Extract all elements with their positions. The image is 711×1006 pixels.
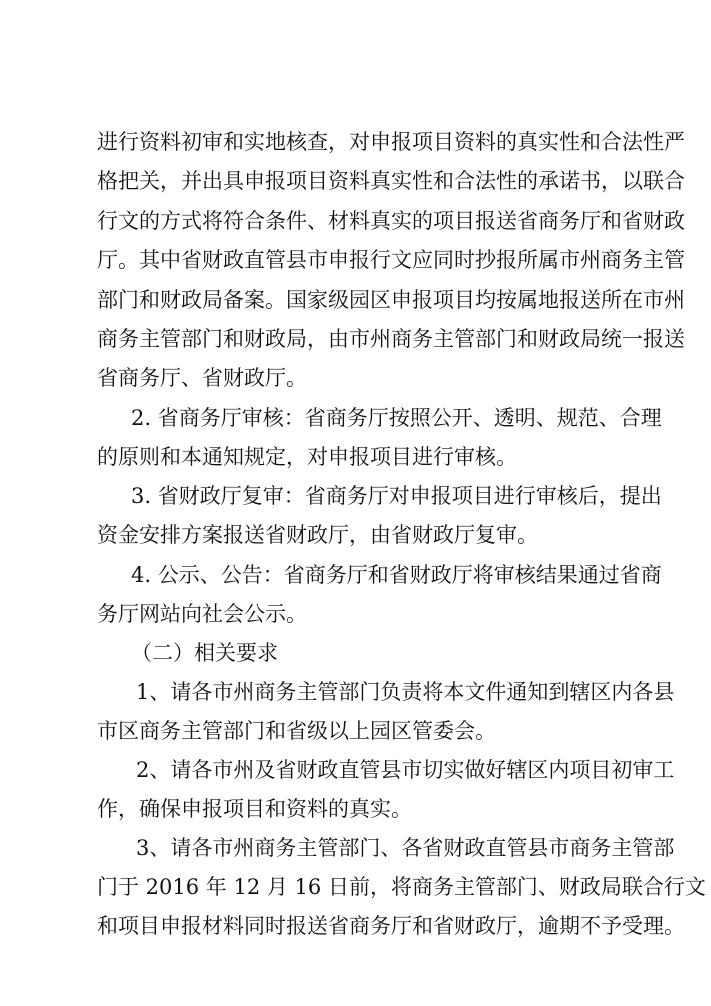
text-line: 务厅网站向社会公示。 [97, 602, 307, 626]
numbered-item-line: 3、请各市州商务主管部门、各省财政直管县市商务主管部 [136, 836, 675, 860]
text-line: 行文的方式将符合条件、材料真实的项目报送省商务厅和省财政 [97, 209, 685, 233]
text-line: 门于 2016 年 12 月 16 日前，将商务主管部门、财政局联合行文 [97, 875, 706, 899]
numbered-item-line: 4. 公示、公告：省商务厅和省财政厅将审核结果通过省商 [131, 563, 662, 587]
text-line: 商务主管部门和财政局，由市州商务主管部门和财政局统一报送 [97, 327, 685, 351]
numbered-item-line: 1、请各市州商务主管部门负责将本文件通知到辖区内各县 [136, 680, 675, 704]
numbered-item-line: 2. 省商务厅审核：省商务厅按照公开、透明、规范、合理 [131, 406, 662, 430]
text-line: 进行资料初审和实地核查，对申报项目资料的真实性和合法性严 [97, 130, 685, 154]
text-line: 厅。其中省财政直管县市申报行文应同时抄报所属市州商务主管 [97, 248, 685, 272]
text-line: 作，确保申报项目和资料的真实。 [97, 797, 412, 821]
text-line: 资金安排方案报送省财政厅，由省财政厅复审。 [97, 523, 538, 547]
text-line: 市区商务主管部门和省级以上园区管委会。 [97, 719, 496, 743]
text-line: 部门和财政局备案。国家级园区申报项目均按属地报送所在市州 [97, 288, 685, 312]
text-line: 和项目申报材料同时报送省商务厅和省财政厅，逾期不予受理。 [97, 914, 685, 938]
text-line: 省商务厅、省财政厅。 [97, 366, 307, 390]
section-heading: （二）相关要求 [131, 641, 278, 665]
text-line: 的原则和本通知规定，对申报项目进行审核。 [97, 445, 517, 469]
numbered-item-line: 3. 省财政厅复审：省商务厅对申报项目进行审核后，提出 [131, 484, 662, 508]
text-line: 格把关，并出具申报项目资料真实性和合法性的承诺书，以联合 [97, 169, 685, 193]
numbered-item-line: 2、请各市州及省财政直管县市切实做好辖区内项目初审工 [136, 758, 675, 782]
